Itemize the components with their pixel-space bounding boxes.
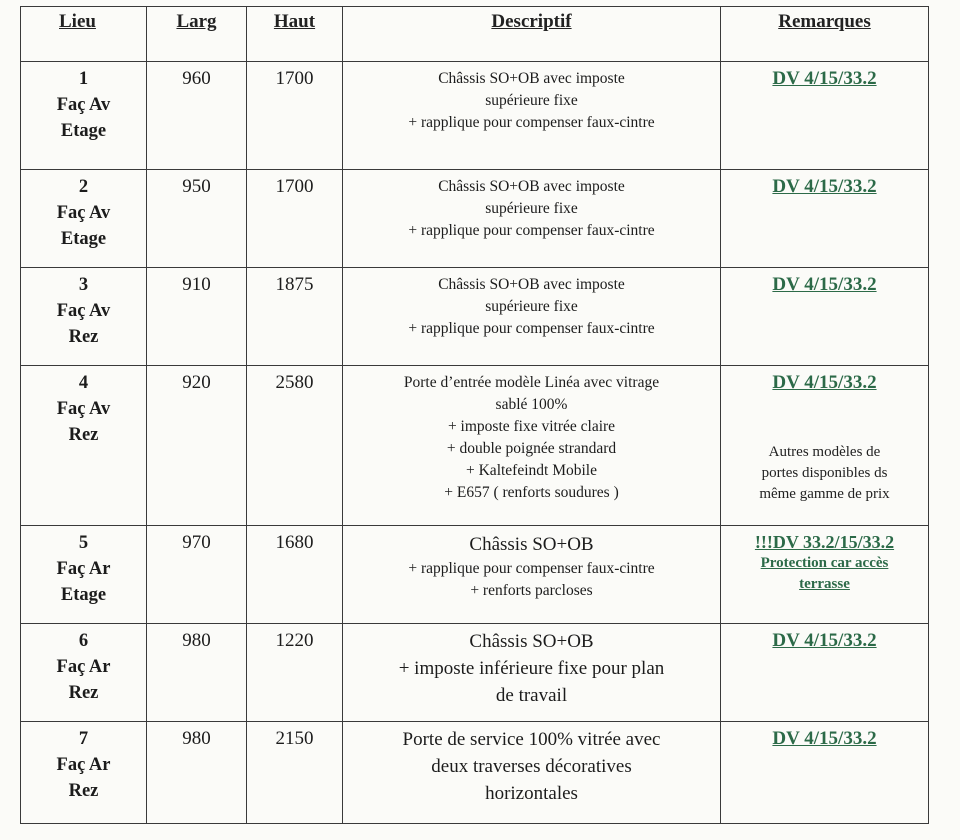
cell-lieu xyxy=(21,722,147,824)
lieu-facade: Faç Ar xyxy=(56,657,111,677)
header-haut: Haut xyxy=(247,7,343,62)
desc-line: + rapplique pour compenser faux-cintre xyxy=(408,114,655,131)
cell-lieu xyxy=(21,624,147,722)
lieu-level: Etage xyxy=(60,229,107,249)
note-line: même gamme de prix xyxy=(759,486,890,502)
header-remarques: Remarques xyxy=(721,7,929,62)
table-row xyxy=(21,268,929,366)
cell-lieu xyxy=(21,526,147,624)
cell-haut: 2150 xyxy=(247,722,343,824)
cell-lieu xyxy=(21,62,147,170)
desc-line: + imposte inférieure fixe pour plan xyxy=(398,658,665,679)
table-row xyxy=(21,62,929,170)
desc-line: + Kaltefeindt Mobile xyxy=(466,462,597,479)
cell-descriptif xyxy=(343,268,721,366)
lieu-level: Etage xyxy=(60,585,107,605)
cell-descriptif xyxy=(343,366,721,526)
desc-line: Châssis SO+OB xyxy=(469,631,594,652)
desc-line: + double poignée strandard xyxy=(446,440,617,457)
lieu-level: Etage xyxy=(60,121,107,141)
header-lieu: Lieu xyxy=(21,7,147,62)
header-descriptif: Descriptif xyxy=(343,7,721,62)
header-row xyxy=(21,7,929,62)
desc-line: + rapplique pour compenser faux-cintre xyxy=(408,320,655,337)
desc-line: + imposte fixe vitrée claire xyxy=(447,418,616,435)
desc-line: + rapplique pour compenser faux-cintre xyxy=(408,560,655,577)
desc-line: + renforts parcloses xyxy=(470,582,593,599)
glazing-spec: !!!DV 33.2/15/33.2 xyxy=(754,532,895,552)
cell-lieu xyxy=(21,268,147,366)
remarque-note xyxy=(721,442,928,505)
table-row xyxy=(21,526,929,624)
cell-haut: 1700 xyxy=(247,62,343,170)
note-line: portes disponibles ds xyxy=(761,465,888,481)
desc-title: Châssis SO+OB xyxy=(469,534,594,555)
lieu-facade: Faç Ar xyxy=(56,755,111,775)
cell-descriptif xyxy=(343,624,721,722)
desc-line: sablé 100% xyxy=(495,396,568,413)
cell-descriptif xyxy=(343,62,721,170)
lieu-facade: Faç Av xyxy=(56,301,111,321)
lieu-level: Rez xyxy=(68,781,99,801)
cell-descriptif xyxy=(343,170,721,268)
lieu-number: 2 xyxy=(78,177,89,197)
table-row xyxy=(21,722,929,824)
lieu-facade: Faç Av xyxy=(56,399,111,419)
cell-haut: 1700 xyxy=(247,170,343,268)
desc-line: Châssis SO+OB avec imposte xyxy=(438,178,625,195)
lieu-number: 4 xyxy=(78,373,89,393)
cell-larg: 980 xyxy=(147,722,247,824)
protection-note: Protection car accès xyxy=(760,555,889,571)
protection-note: terrasse xyxy=(799,576,850,592)
lieu-number: 5 xyxy=(78,533,89,553)
cell-larg: 970 xyxy=(147,526,247,624)
desc-line: supérieure fixe xyxy=(485,200,578,217)
desc-line: + E657 ( renforts soudures ) xyxy=(444,484,619,501)
cell-remarques xyxy=(721,722,929,824)
cell-remarques xyxy=(721,268,929,366)
lieu-facade: Faç Ar xyxy=(56,559,111,579)
cell-larg: 950 xyxy=(147,170,247,268)
specification-sheet xyxy=(20,6,928,824)
glazing-spec: DV 4/15/33.2 xyxy=(772,728,877,749)
glazing-spec: DV 4/15/33.2 xyxy=(772,372,877,393)
glazing-spec: DV 4/15/33.2 xyxy=(772,68,877,89)
cell-descriptif xyxy=(343,722,721,824)
desc-line: Porte de service 100% vitrée avec xyxy=(402,729,661,750)
cell-remarques xyxy=(721,170,929,268)
desc-line: Châssis SO+OB avec imposte xyxy=(438,276,625,293)
note-line: Autres modèles de xyxy=(768,444,881,460)
lieu-number: 7 xyxy=(78,729,89,749)
desc-line: horizontales xyxy=(485,783,578,804)
lieu-facade: Faç Av xyxy=(56,95,111,115)
desc-line: Châssis SO+OB avec imposte xyxy=(438,70,625,87)
table-row xyxy=(21,624,929,722)
cell-larg: 910 xyxy=(147,268,247,366)
cell-descriptif xyxy=(343,526,721,624)
cell-larg: 960 xyxy=(147,62,247,170)
cell-haut: 1875 xyxy=(247,268,343,366)
lieu-level: Rez xyxy=(68,425,99,445)
cell-larg: 980 xyxy=(147,624,247,722)
lieu-number: 3 xyxy=(78,275,89,295)
lieu-number: 1 xyxy=(78,69,89,89)
desc-line: de travail xyxy=(495,685,568,706)
joinery-table xyxy=(20,6,929,824)
desc-line: Porte d’entrée modèle Linéa avec vitrage xyxy=(403,374,660,391)
cell-haut: 2580 xyxy=(247,366,343,526)
lieu-number: 6 xyxy=(78,631,89,651)
table-row xyxy=(21,366,929,526)
desc-line: supérieure fixe xyxy=(485,92,578,109)
cell-lieu xyxy=(21,170,147,268)
header-larg: Larg xyxy=(147,7,247,62)
glazing-spec: DV 4/15/33.2 xyxy=(772,274,877,295)
cell-remarques xyxy=(721,624,929,722)
lieu-facade: Faç Av xyxy=(56,203,111,223)
table-row xyxy=(21,170,929,268)
desc-line: supérieure fixe xyxy=(485,298,578,315)
lieu-level: Rez xyxy=(68,327,99,347)
cell-haut: 1680 xyxy=(247,526,343,624)
glazing-spec: DV 4/15/33.2 xyxy=(772,630,877,651)
cell-remarques xyxy=(721,526,929,624)
cell-lieu xyxy=(21,366,147,526)
cell-remarques xyxy=(721,62,929,170)
cell-remarques xyxy=(721,366,929,526)
cell-larg: 920 xyxy=(147,366,247,526)
cell-haut: 1220 xyxy=(247,624,343,722)
desc-line: + rapplique pour compenser faux-cintre xyxy=(408,222,655,239)
lieu-level: Rez xyxy=(68,683,99,703)
desc-line: deux traverses décoratives xyxy=(431,756,632,777)
glazing-spec: DV 4/15/33.2 xyxy=(772,176,877,197)
